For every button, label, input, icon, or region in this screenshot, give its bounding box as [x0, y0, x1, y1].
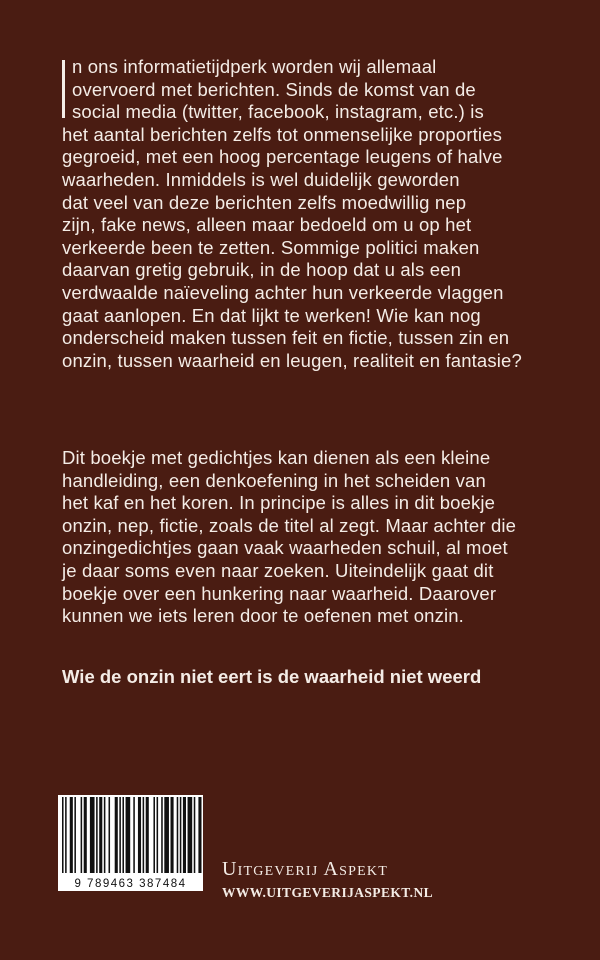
barcode-bar: [115, 797, 118, 873]
text-line: onzin, tussen waarheid en leugen, realiteit en fantasie?: [62, 349, 522, 371]
publisher-website: WWW.UITGEVERIJASPEKT.NL: [222, 885, 433, 900]
barcode-bar: [157, 797, 159, 873]
text-line: handleiding, een denkoefening in het scheiden van: [62, 469, 486, 491]
barcode-bar: [84, 797, 87, 873]
text-line: het aantal berichten zelfs tot onmenselijke proporties: [62, 123, 503, 145]
isbn-barcode: [58, 795, 203, 891]
barcode-bar: [171, 797, 174, 873]
text-line: overvoerd met berichten. Sinds de komst van de: [72, 78, 476, 100]
barcode-bar: [198, 797, 201, 873]
text-line: daarvan gretig gebruik, in de hoop dat u als een: [62, 259, 462, 281]
barcode-bar: [109, 797, 111, 873]
barcode-bar: [177, 797, 179, 873]
barcode-bar: [161, 797, 163, 873]
text-line: social media (twitter, facebook, instagram, etc.) is: [72, 101, 484, 123]
isbn-number: 9 789463 387484: [74, 878, 187, 890]
barcode-bar: [180, 797, 182, 873]
text-line: n ons informatietijdperk worden wij allemaal: [72, 56, 437, 77]
text-line: onderscheid maken tussen feit en fictie, tussen zin en: [62, 327, 510, 349]
blurb-paragraph-1: [62, 56, 568, 372]
text-line: je daar soms even naar zoeken. Uiteindelijk gaat dit: [62, 559, 494, 581]
barcode-bar: [104, 797, 106, 873]
barcode-bar: [96, 797, 98, 873]
barcode-bar: [133, 797, 135, 873]
barcode-bar: [183, 797, 186, 873]
blurb-paragraph-2: [62, 447, 568, 628]
barcode-bar: [188, 797, 193, 873]
barcode-bar: [70, 797, 73, 873]
text-line: boekje over een hunkering naar waarheid. Daarover: [62, 582, 497, 604]
text-line: onzin, nep, fictie, zoals de titel al zegt. Maar achter die: [62, 514, 517, 536]
barcode-bar: [65, 797, 67, 873]
barcode-bar: [90, 797, 95, 873]
barcode-bar: [62, 797, 64, 873]
text-line: Dit boekje met gedichtjes kan dienen als een kleine: [62, 447, 491, 468]
text-line: kunnen we iets leren door te oefenen met onzin.: [62, 605, 464, 627]
text-line: gaat aanlopen. En dat lijkt te werken! Wie kan nog: [62, 304, 481, 326]
barcode-bar: [122, 797, 124, 873]
barcode-bar: [194, 797, 196, 873]
barcode-bar: [146, 797, 149, 873]
text-line: dat veel van deze berichten zelfs moedwillig nep: [62, 191, 467, 213]
text-line: zijn, fake news, alleen maar bedoeld om u op het: [62, 214, 472, 236]
text-line: waarheden. Inmiddels is wel duidelijk geworden: [62, 168, 460, 190]
barcode-bar: [164, 797, 169, 873]
barcode-bar: [153, 797, 155, 873]
barcode-bar: [81, 797, 83, 873]
barcode-bars: [58, 795, 203, 875]
barcode-bar: [74, 797, 76, 873]
text-line: gegroeid, met een hoog percentage leugens of halve: [62, 146, 503, 168]
barcode-bar: [126, 797, 131, 873]
text-line: onzingedichtjes gaan vaak waarheden schuil, al moet: [62, 537, 508, 559]
barcode-bar: [143, 797, 145, 873]
barcode-bar: [99, 797, 102, 873]
barcode-bar: [119, 797, 121, 873]
publisher-name: Uitgeverij Aspekt: [222, 858, 388, 880]
text-line: het kaf en het koren. In principe is alles in dit boekje: [62, 492, 496, 514]
tagline: Wie de onzin niet eert is de waarheid niet weerd: [62, 666, 482, 687]
barcode-bar: [138, 797, 141, 873]
text-line: verdwaalde naïeveling achter hun verkeerde vlaggen: [62, 281, 504, 303]
text-line: verkeerde been te zetten. Sommige politici maken: [62, 236, 480, 258]
